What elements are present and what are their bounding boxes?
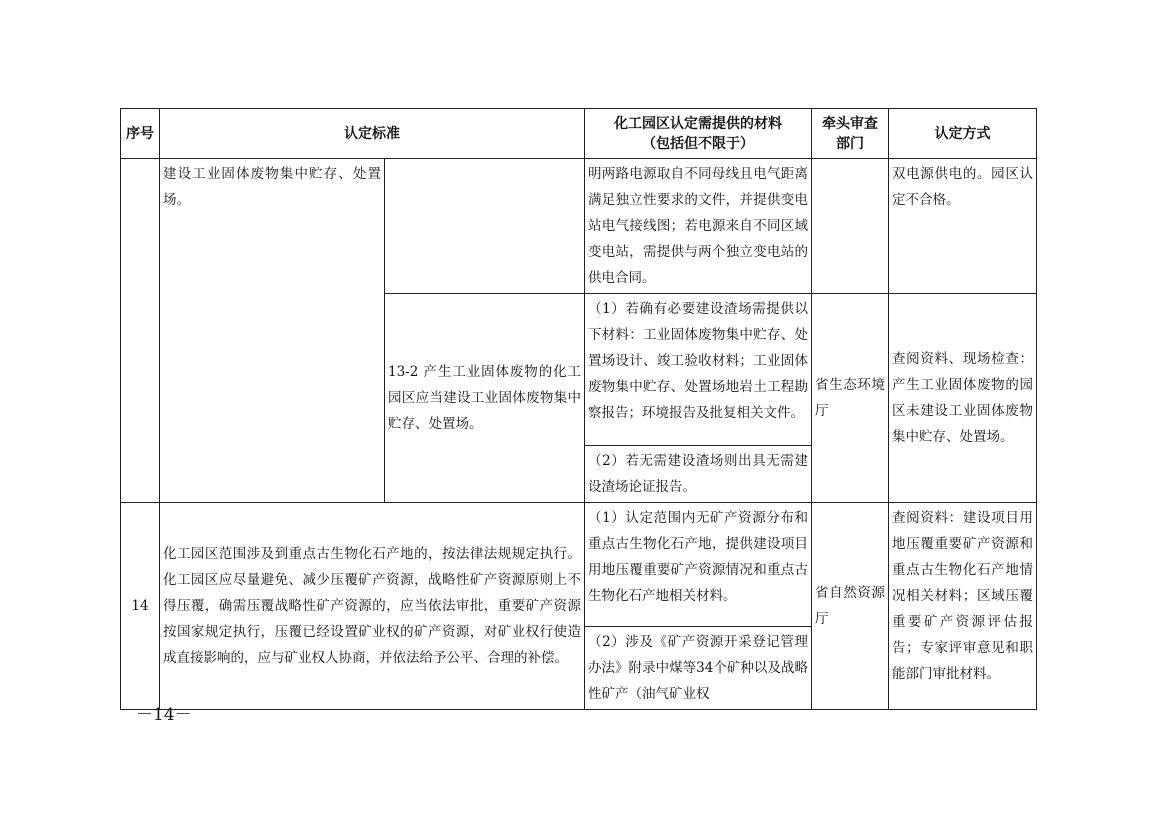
row14-materials-1: （1）认定范围内无矿产资源分布和重点古生物化石产地，提供建设项目用地压覆重要矿产资源情况和重点古生物化石产地相关材料。 — [585, 503, 812, 627]
row13-method-cont: 双电源供电的。园区认定不合格。 — [889, 159, 1037, 294]
criteria-table — [120, 108, 1037, 710]
table-row — [121, 159, 1037, 294]
row13-sub-standard: 13-2 产生工业固体废物的化工园区应当建设工业固体废物集中贮存、处置场。 — [385, 294, 585, 503]
row13-substandard-empty — [385, 159, 585, 294]
table-header-row — [121, 109, 1037, 159]
header-materials-line1: 化工园区认定需提供的材料 — [614, 115, 782, 132]
row14-method: 查阅资料：建设项目用地压覆重要矿产资源和重点古生物化石产地情况相关材料；区域压覆重要矿产资源评估报告；专家评审意见和职能部门审批材料。 — [889, 503, 1037, 710]
row13-method: 查阅资料、现场检查：产生工业固体废物的园区未建设工业固体废物集中贮存、处置场。 — [889, 294, 1037, 503]
row13-standard-main: 建设工业固体废物集中贮存、处置场。 — [160, 159, 385, 503]
row13-dept: 省生态环境厅 — [812, 294, 889, 503]
row13-seq-cell — [121, 159, 160, 503]
table-row — [121, 503, 1037, 627]
header-method: 认定方式 — [889, 109, 1037, 159]
row13-dept-empty — [812, 159, 889, 294]
row14-standard: 化工园区范围涉及到重点古生物化石产地的，按法律法规规定执行。化工园区应尽量避免、减少压覆矿产资源，战略性矿产资源原则上不得压覆，确需压覆战略性矿产资源的，应当依法审批，重要矿产资源按国家规定执行，压覆已经设置矿业权的矿产资源，对矿业权行使造成直接影响的，应与矿业权人协商，并依法给予公平、合理的补偿。 — [160, 503, 585, 710]
row14-dept: 省自然资源厅 — [812, 503, 889, 710]
header-seq: 序号 — [121, 109, 160, 159]
page-number: －14－ — [136, 705, 192, 725]
header-standard: 认定标准 — [160, 109, 585, 159]
header-materials-line2: （包括但不限于） — [642, 135, 754, 152]
header-dept — [812, 109, 889, 159]
header-dept-line1: 牵头审查 — [822, 115, 878, 132]
row14-materials-2: （2）涉及《矿产资源开采登记管理办法》附录中煤等34个矿种以及战略性矿产（油气矿业权 — [585, 627, 812, 710]
row13-materials-2: （2）若无需建设渣场则出具无需建设渣场论证报告。 — [585, 446, 812, 503]
header-materials — [585, 109, 812, 159]
row14-seq: 14 — [121, 503, 160, 710]
row13-materials-1: （1）若确有必要建设渣场需提供以下材料：工业固体废物集中贮存、处置场设计、竣工验收材料；工业固体废物集中贮存、处置场地岩土工程勘察报告；环境报告及批复相关文件。 — [585, 294, 812, 446]
row13-materials-cont: 明两路电源取自不同母线且电气距离满足独立性要求的文件，并提供变电站电气接线图；若电源来自不同区域变电站，需提供与两个独立变电站的供电合同。 — [585, 159, 812, 294]
header-dept-line2: 部门 — [836, 135, 864, 152]
